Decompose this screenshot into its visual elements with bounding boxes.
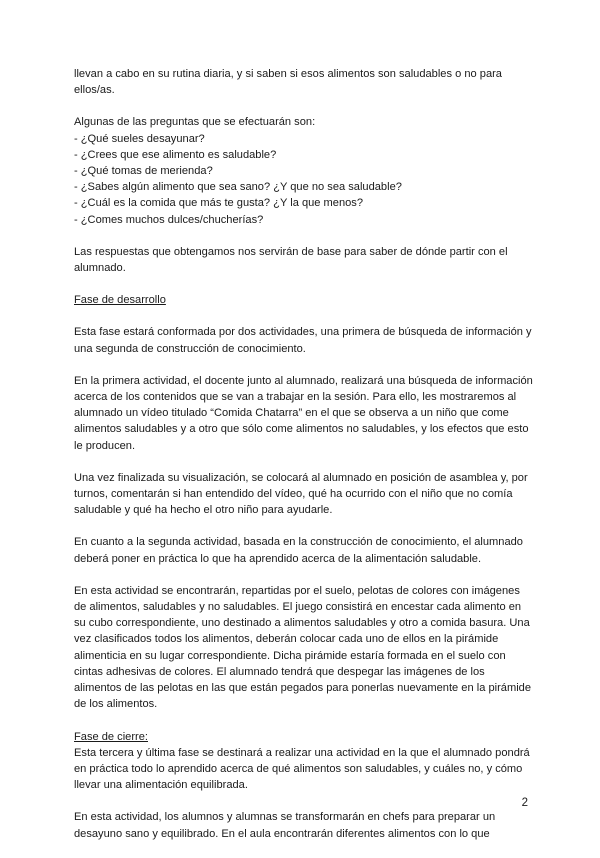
paragraph-chefs: En esta actividad, los alumnos y alumnas se transformarán en chefs para preparar un desayuno sano y equilibrado. En el aula encontrarán diferentes alimentos con lo que — [74, 811, 496, 840]
list-item: - ¿Comes muchos dulces/chucherías? — [74, 213, 264, 226]
document-page — [74, 66, 534, 858]
paragraph-juego: En esta actividad se encontrarán, repartidas por el suelo, pelotas de colores con imágenes de alimentos, saludables y no saludables. El juego consistirá en encestar cada alimento en su cubo correspondiente, uno destinado a alimentos saludables y otro a comida basura. Una vez clasificados todos los alimentos, deberán colocar cada uno de ellos en la pirámide alimenticia en su lugar correspondiente. Dicha pirámide estaría formada en el suelo con cintas adhesivas de colores. El alumnado tendrá que despegar las imágenes de los alimentos de las pelotas en las que están pegados para ponerlas nuevamente en la pirámide de los alimentos. — [74, 584, 531, 711]
questions-list — [74, 131, 534, 228]
questions-intro: Algunas de las preguntas que se efectuarán son: — [74, 116, 316, 129]
paragraph-segunda-actividad: En cuanto a la segunda actividad, basada en la construcción de conocimiento, el alumnado deberá poner en práctica lo que ha aprendido acerca de la alimentación saludable. — [74, 536, 523, 565]
list-item: - ¿Cuál es la comida que más te gusta? ¿Y la que menos? — [74, 197, 364, 210]
heading-fase-cierre: Fase de cierre: — [74, 730, 148, 743]
list-item: - ¿Crees que ese alimento es saludable? — [74, 148, 277, 161]
heading-fase-desarrollo: Fase de desarrollo — [74, 294, 166, 307]
paragraph-respuestas: Las respuestas que obtengamos nos servirán de base para saber de dónde partir con el alumnado. — [74, 245, 508, 275]
list-item: - ¿Qué tomas de merienda? — [74, 165, 213, 178]
list-item: - ¿Qué sueles desayunar? — [74, 132, 205, 145]
paragraph-fase-cierre: Esta tercera y última fase se destinará a realizar una actividad en la que el alumnado pondrá en práctica todo lo aprendido acerca de qué alimentos son saludables, y cuáles no, y cómo llevar una alimentación equilibrada. — [74, 746, 530, 792]
paragraph-visualizacion: Una vez finalizada su visualización, se colocará al alumnado en posición de asamblea y, por turnos, comentarán si han entendido del vídeo, qué ha ocurrido con el niño que no comía saludable y qué ha hecho el otro niño para ayudarle. — [74, 471, 528, 517]
page-number: 2 — [521, 797, 528, 809]
paragraph-primera-actividad: En la primera actividad, el docente junto al alumnado, realizará una búsqueda de información acerca de los contenidos que se van a trabajar en la sesión. Para ello, les mostraremos al alumnado un vídeo titulado “Comida Chatarra” en el que se observa a un niño que come alimentos saludables y a otro que sólo come alimentos no saludables, y los efectos que esto le producen. — [74, 374, 533, 452]
paragraph-fase-desc: Esta fase estará conformada por dos actividades, una primera de búsqueda de información y una segunda de construcción de conocimiento. — [74, 326, 532, 355]
paragraph-intro: llevan a cabo en su rutina diaria, y si saben si esos alimentos son saludables o no para ellos/as. — [74, 68, 502, 97]
list-item: - ¿Sabes algún alimento que sea sano? ¿Y que no sea saludable? — [74, 181, 402, 194]
